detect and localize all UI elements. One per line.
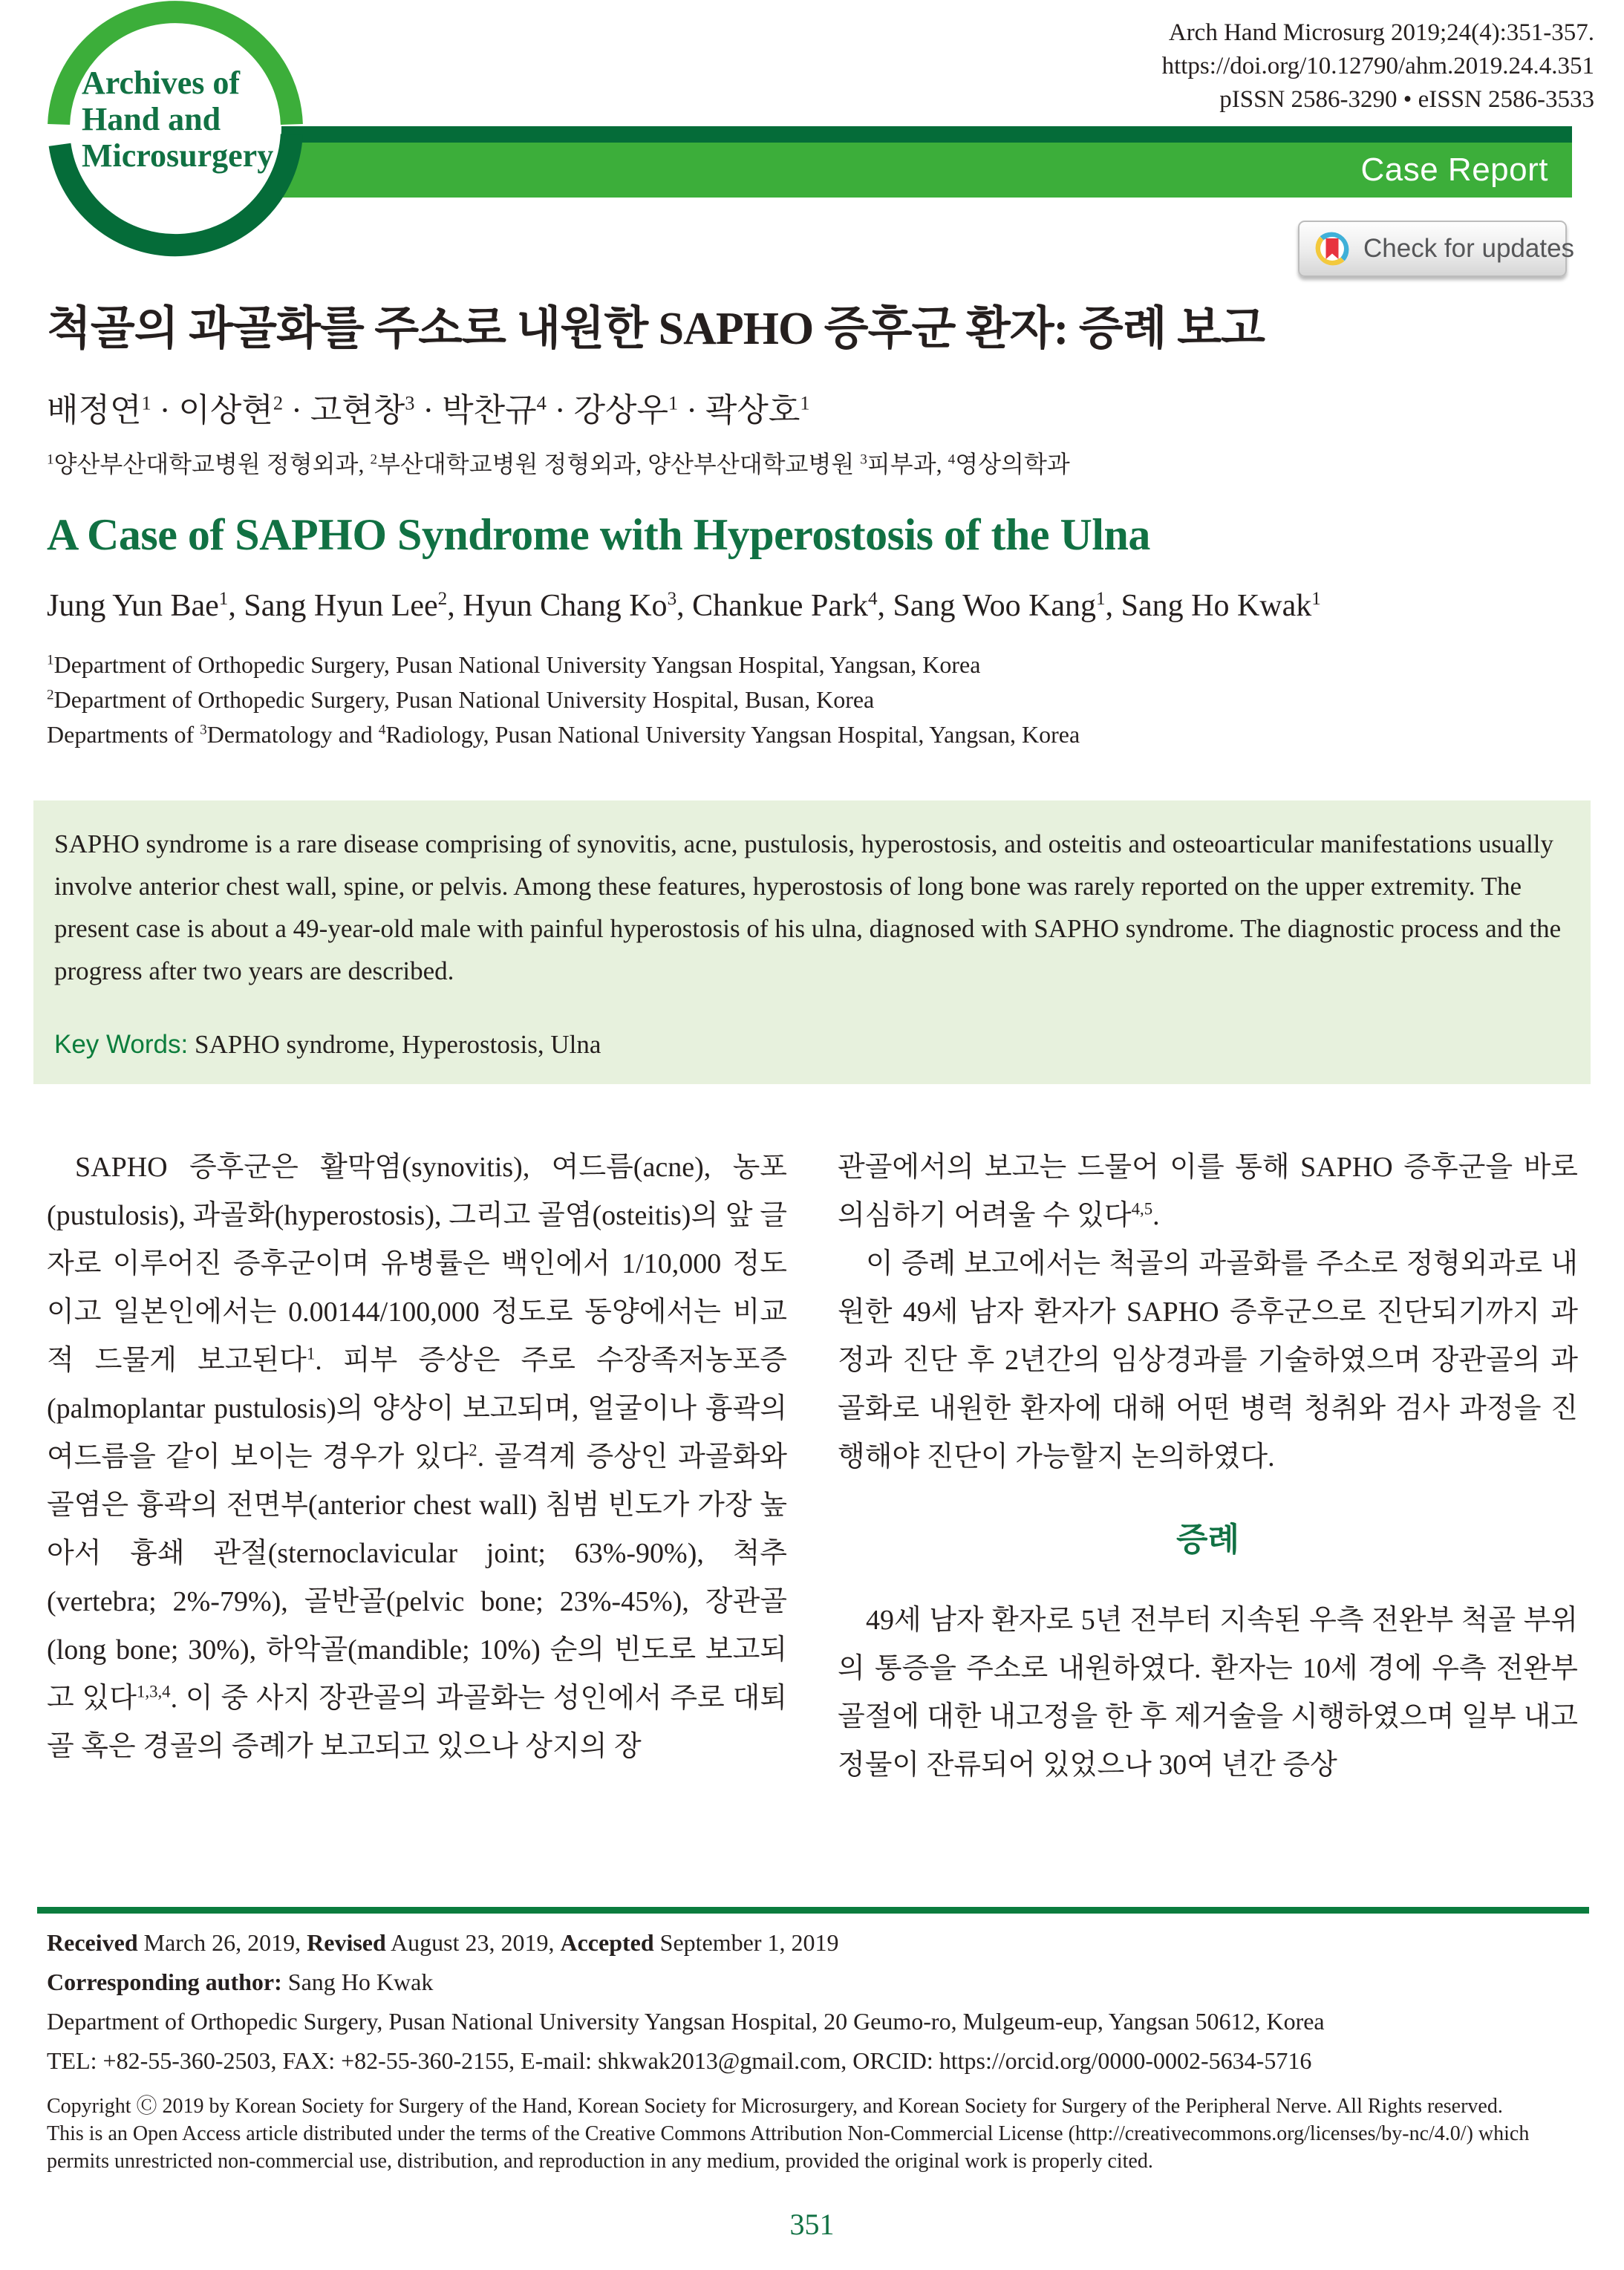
authors-english: Jung Yun Bae$^1$, Sang Hyun Lee$^2$, Hyun Chang Ko$^3$, Chankue Park$^4$, Sang Woo Kang$^1$, Sang Ho Kwak$^1$ xyxy=(47,589,1321,623)
accepted-label: Accepted xyxy=(560,1929,654,1956)
citation-block xyxy=(1162,16,1594,117)
received-value: March 26, 2019, xyxy=(137,1929,307,1956)
body-paragraph: 관골에서의 보고는 드물어 이를 통해 SAPHO 증후군을 바로 의심하기 어려울 수 있다$^{4,5}$. xyxy=(838,1152,1578,1231)
corresponding-author-value: Sang Ho Kwak xyxy=(281,1969,434,1995)
revised-label: Revised xyxy=(307,1929,386,1956)
affiliations-english xyxy=(47,648,1578,752)
keywords-label: Key Words: xyxy=(54,1030,189,1059)
keywords-value: SAPHO syndrome, Hyperostosis, Ulna xyxy=(188,1030,601,1059)
body-paragraph: 이 증례 보고에서는 척골의 과골화를 주소로 정형외과로 내원한 49세 남자 환자가 SAPHO 증후군으로 진단되기까지 과정과 진단 후 2년간의 임상경과를 기술하였으며 장관골의 과골화로 내원한 환자에 대해 어떤 병력 청취와 검사 과정을 진행해야 진단이 가능할지 논의하였다. xyxy=(838,1248,1578,1472)
check-for-updates-label: Check for updates xyxy=(1363,234,1575,263)
issn-line: pISSN 2586-3290 • eISSN 2586-3533 xyxy=(1219,86,1594,113)
affiliation-line: $^1$Department of Orthopedic Surgery, Pusan National University Yangsan Hospital, Yangsan, Korea xyxy=(47,651,981,678)
check-for-updates-button[interactable] xyxy=(1298,221,1575,277)
corresponding-author-label: Corresponding author: xyxy=(47,1969,282,1995)
header-band-dark xyxy=(261,126,1572,143)
affiliation-line: $^2$Department of Orthopedic Surgery, Pusan National University Hospital, Busan, Korea xyxy=(47,686,875,713)
footer-divider xyxy=(37,1907,1589,1914)
journal-logo-line: Microsurgery xyxy=(82,137,274,174)
dates-line xyxy=(47,1923,1578,1963)
abstract-text: SAPHO syndrome is a rare disease comprising of synovitis, acne, pustulosis, hyperostosis, and osteitis and osteoarticular manifestations usually involve anterior chest wall, spine, or pelvis. Among these features, hyperostosis of long bone was rarely reported on the upper extremity. The present case is about a 49-year-old male with painful hyperostosis of his ulna, diagnosed with SAPHO syndrome. The diagnostic process and the progress after two years are described. xyxy=(54,829,1562,985)
body-columns xyxy=(47,1144,1578,1790)
body-column-left xyxy=(47,1144,787,1790)
revised-value: August 23, 2019, xyxy=(385,1929,561,1956)
corresponding-author-line xyxy=(47,1963,1578,2002)
journal-logo-line: Archives of xyxy=(82,65,241,101)
received-label: Received xyxy=(47,1929,138,1956)
doi-line: https://doi.org/10.12790/ahm.2019.24.4.351 xyxy=(1161,53,1594,79)
copyright-block xyxy=(47,2093,1578,2175)
keywords-line xyxy=(54,1023,1568,1066)
page-number: 351 xyxy=(789,2208,835,2241)
body-column-right xyxy=(838,1144,1578,1790)
journal-logo xyxy=(46,1,306,261)
corresponding-address: Department of Orthopedic Surgery, Pusan National University Yangsan Hospital, 20 Geumo-ro, Mulgeum-eup, Yangsan 50612, Korea xyxy=(47,2008,1325,2035)
citation-line: Arch Hand Microsurg 2019;24(4):351-357. xyxy=(1168,19,1594,46)
copyright-line: Copyright Ⓒ 2019 by Korean Society for Surgery of the Hand, Korean Society for Microsurgery, and Korean Society for Surgery of the Peripheral Nerve. All Rights reserved. xyxy=(47,2095,1503,2118)
article-title-korean: 척골의 과골화를 주소로 내원한 SAPHO 증후군 환자: 증례 보고 xyxy=(47,304,1265,354)
affiliations-korean: $^1$양산부산대학교병원 정형외과, $^2$부산대학교병원 정형외과, 양산부산대학교병원 $^3$피부과, $^4$영상의학과 xyxy=(47,451,1070,477)
accepted-value: September 1, 2019 xyxy=(653,1929,839,1956)
article-title-english: A Case of SAPHO Syndrome with Hyperostosis of the Ulna xyxy=(47,510,1150,559)
corresponding-contact: TEL: +82-55-360-2503, FAX: +82-55-360-2155, E-mail: shkwak2013@gmail.com, ORCID: https://orcid.org/0000-0002-5634-5716 xyxy=(47,2047,1312,2074)
article-type-label: Case Report xyxy=(1360,151,1548,188)
crossmark-icon xyxy=(1313,229,1351,268)
license-line: This is an Open Access article distributed under the terms of the Creative Commons Attribution Non-Commercial License (http://creativecommons.org/licenses/by-nc/4.0/) which permits unrestricted non-commercial use, distribution, and reproduction in any medium, provided the original work is properly cited. xyxy=(47,2122,1530,2173)
body-paragraph: SAPHO 증후군은 활막염(synovitis), 여드름(acne), 농포(pustulosis), 과골화(hyperostosis), 그리고 골염(osteitis)의 앞 글자로 이루어진 증후군이며 유병률은 백인에서 1/10,000 정도이고 일본인에서는 0.00144/100,000 정도로 동양에서는 비교적 드물게 보고된다$^1$. 피부 증상은 주로 수장족저농포증(palmoplantar pustulosis)의 양상이 보고되며, 얼굴이나 흉곽의 여드름을 같이 보이는 경우가 있다$^2$. 골격계 증상인 과골화와 골염은 흉곽의 전면부(anterior chest wall) 침범 빈도가 가장 높아서 흉쇄 관절(sternoclavicular joint; 63%-90%), 척추(vertebra; 2%-79%), 골반골(pelvic bone; 23%-45%), 장관골(long bone; 30%), 하악골(mandible; 10%) 순의 빈도로 보고되고 있다$^{1,3,4}$. 이 중 사지 장관골의 과골화는 성인에서 주로 대퇴골 혹은 경골의 증례가 보고되고 있으나 상지의 장 xyxy=(47,1152,788,1762)
journal-logo-line: Hand and xyxy=(82,101,221,137)
abstract-box xyxy=(33,800,1591,1084)
case-section-heading: 증례 xyxy=(1175,1522,1239,1558)
authors-korean: 배정연$^1$ · 이상현$^2$ · 고현창$^3$ · 박찬규$^4$ · 강상우$^1$ · 곽상호$^1$ xyxy=(47,391,810,428)
journal-logo-text xyxy=(82,65,290,174)
footer-meta-block xyxy=(47,1923,1578,2081)
header-band-light xyxy=(261,143,1572,198)
affiliation-line: Departments of $^3$Dermatology and $^4$Radiology, Pusan National University Yangsan Hospital, Yangsan, Korea xyxy=(47,721,1080,748)
body-paragraph: 49세 남자 환자로 5년 전부터 지속된 우측 전완부 척골 부위의 통증을 주소로 내원하였다. 환자는 10세 경에 우측 전완부 골절에 대한 내고정을 한 후 제거술을 시행하였으며 일부 내고정물이 잔류되어 있었으나 30여 년간 증상 xyxy=(838,1605,1578,1781)
